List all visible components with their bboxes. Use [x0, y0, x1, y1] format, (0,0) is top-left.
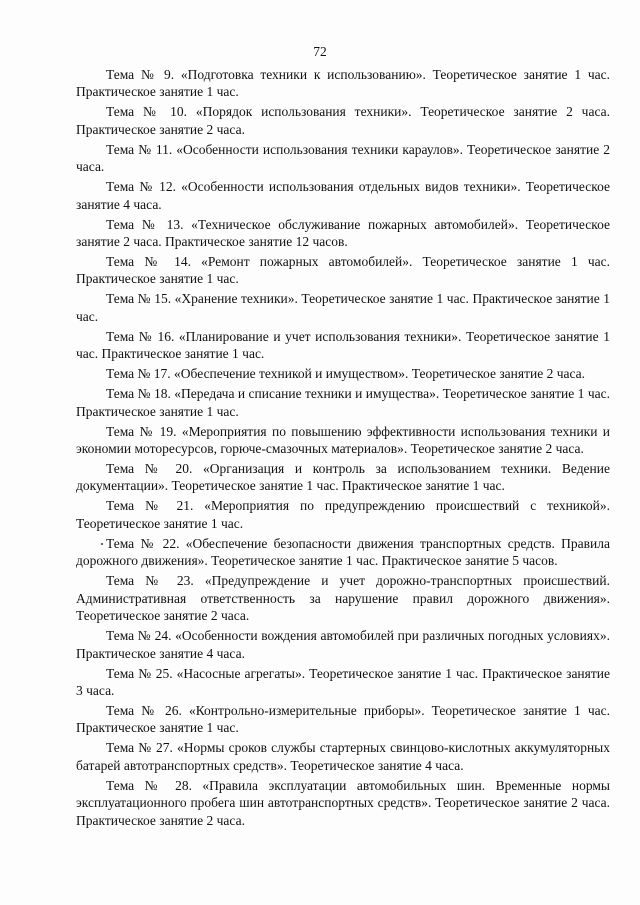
- topic-paragraph-22: Тема № 22. «Обеспечение безопасности движения транспортных средств. Правила дорожного движения». Теоретическое занятие 1 час. Практическое занятие 5 часов.: [76, 535, 610, 569]
- topic-paragraph-27: Тема № 27. «Нормы сроков службы стартерных свинцово-кислотных аккумуляторных батарей автотранспортных средств». Теоретическое занятие 4 часа.: [76, 740, 610, 773]
- topic-paragraph-10: Тема № 10. «Порядок использования техники». Теоретическое занятие 2 часа. Практическое занятие 2 часа.: [76, 104, 610, 137]
- topic-paragraph-21: Тема № 21. «Мероприятия по предупреждению происшествий с техникой». Теоретическое занятие 1 час.: [76, 498, 610, 531]
- topic-paragraph-24: Тема № 24. «Особенности вождения автомобилей при различных погодных условиях». Практическое занятие 4 часа.: [76, 628, 610, 661]
- topic-paragraph-9: Тема № 9. «Подготовка техники к использованию». Теоретическое занятие 1 час. Практическое занятие 1 час.: [76, 67, 610, 100]
- topic-paragraph-19: Тема № 19. «Мероприятия по повышению эффективности использования техники и экономии моторесурсов, горюче-смазочных материалов». Теоретическое занятие 2 часа.: [76, 423, 610, 457]
- topic-paragraph-13: Тема № 13. «Техническое обслуживание пожарных автомобилей». Теоретическое занятие 2 часа. Практическое занятие 12 часов.: [76, 216, 610, 250]
- topic-paragraph-23: Тема № 23. «Предупреждение и учет дорожно-транспортных происшествий. Административная ответственность за нарушение правил дорожного движения». Теоретическое занятие 2 часа.: [76, 573, 610, 624]
- topic-paragraph-25: Тема № 25. «Насосные агрегаты». Теоретическое занятие 1 час. Практическое занятие 3 часа.: [76, 665, 610, 698]
- page-number: 72: [313, 44, 327, 59]
- topic-paragraph-15: Тема № 15. «Хранение техники». Теоретическое занятие 1 час. Практическое занятие 1 час.: [76, 291, 610, 324]
- topic-paragraph-18: Тема № 18. «Передача и списание техники и имущества». Теоретическое занятие 1 час. Практическое занятие 1 час.: [76, 386, 610, 419]
- topic-paragraph-17: Тема № 17. «Обеспечение техникой и имуществом». Теоретическое занятие 2 часа.: [106, 366, 586, 382]
- topics-list: [76, 66, 610, 832]
- topic-paragraph-12: Тема № 12. «Особенности использования отдельных видов техники». Теоретическое занятие 4 часа.: [76, 179, 610, 212]
- topic-paragraph-11: Тема № 11. «Особенности использования техники караулов». Теоретическое занятие 2 часа.: [76, 141, 610, 175]
- topic-paragraph-16: Тема № 16. «Планирование и учет использования техники». Теоретическое занятие 1 час. Практическое занятие 1 час.: [76, 328, 610, 362]
- topic-paragraph-26: Тема № 26. «Контрольно-измерительные приборы». Теоретическое занятие 1 час. Практическое занятие 1 час.: [76, 702, 610, 736]
- topic-paragraph-28: Тема № 28. «Правила эксплуатации автомобильных шин. Временные нормы эксплуатационного пробега шин автотранспортных средств». Теоретическое занятие 2 часа. Практическое занятие 2 часа.: [76, 777, 610, 828]
- topic-paragraph-14: Тема № 14. «Ремонт пожарных автомобилей». Теоретическое занятие 1 час. Практическое занятие 1 час.: [76, 254, 610, 287]
- topic-paragraph-20: Тема № 20. «Организация и контроль за использованием техники. Ведение документации». Теоретическое занятие 1 час. Практическое занятие 1 час.: [76, 461, 610, 494]
